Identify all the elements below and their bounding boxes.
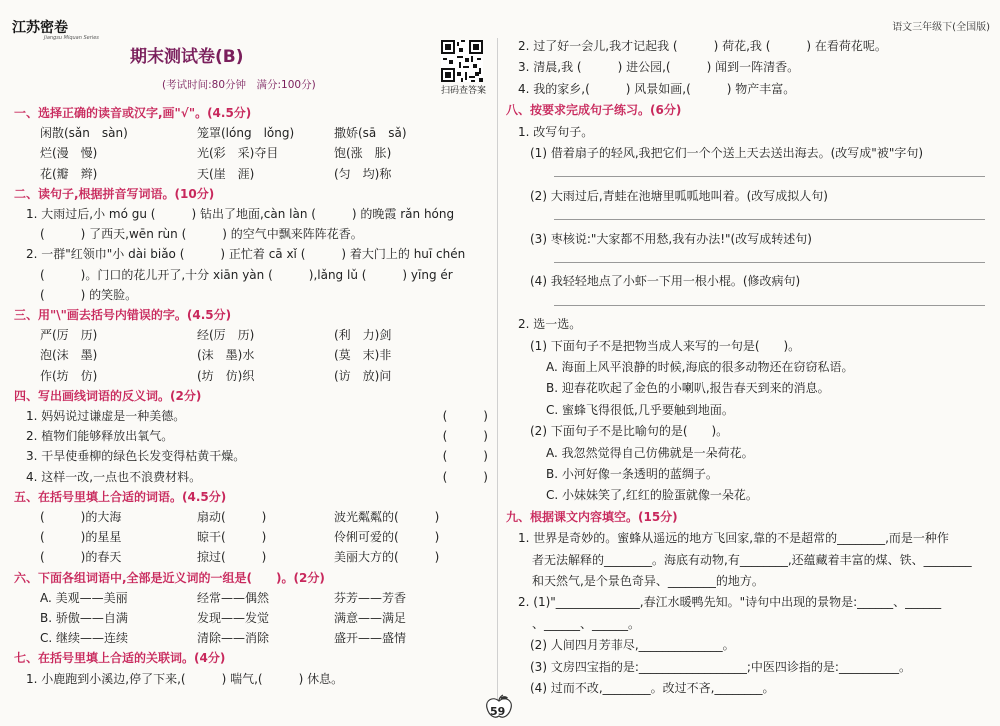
option-item: B. 迎春花吹起了金色的小喇叭,报告春天到来的消息。 — [546, 381, 830, 396]
grid-item: 饱(涨 胀) — [334, 146, 392, 161]
grid-item: (坊 仿)织 — [197, 368, 255, 383]
question-text: 2. 过了好一会儿,我才记起我 ( ) 荷花,我 ( ) 在看荷花呢。 — [518, 39, 887, 53]
answer-line[interactable] — [554, 176, 985, 177]
section-heading: 三、用"\"画去括号内错误的字。(4.5分) — [14, 308, 232, 322]
question-text: ( )。门口的花儿开了,十分 xiān yàn ( ),lǎng lǔ ( ) yīng ér — [40, 267, 453, 282]
answer-blank[interactable]: ( ) — [442, 429, 488, 444]
grid-item: 撒娇(sā sǎ) — [334, 126, 407, 141]
sub-question: (1) 借着扇子的轻风,我把它们一个个送上天去送出海去。(改写成"被"字句) — [530, 146, 924, 160]
grid-item: ( )的星星 — [40, 530, 122, 545]
question-text: 3. 清晨,我 ( ) 进公园,( ) 闻到一阵清香。 — [518, 60, 800, 75]
sub-question: (3) 文房四宝指的是:__________________;中医四诊指的是:__________。 — [530, 659, 911, 674]
grid-item: 花(瓣 辫) — [40, 166, 98, 181]
column-divider — [497, 38, 498, 700]
grid-item: (访 放)问 — [334, 368, 392, 383]
grid-item: 满意——满足 — [334, 611, 407, 625]
grid-item: 经常——偶然 — [197, 590, 270, 605]
question-text: 和天然气,是个景色奇异、________的地方。 — [532, 574, 764, 588]
grid-item: 闲散(sǎn sàn) — [40, 126, 128, 141]
question-text: 4. 这样一改,一点也不浪费材料。 — [26, 469, 202, 484]
qr-code-icon[interactable] — [441, 40, 483, 82]
question-text: 2. 选一选。 — [518, 317, 582, 332]
grid-item: 晾干( ) — [197, 530, 267, 545]
page-title: 期末测试卷(B) — [130, 47, 244, 67]
brand-subtitle: Jiangsu Miquan Series — [44, 35, 99, 41]
question-text: 3. 干旱使垂柳的绿色长发变得枯黄干燥。 — [26, 449, 246, 464]
section-heading: 七、在括号里填上合适的关联词。(4分) — [14, 651, 226, 666]
question-text: 者无法解释的________。海底有动物,有________,还蕴藏着丰富的煤、铁、________ — [532, 552, 972, 567]
option-item: C. 小妹妹笑了,红红的脸蛋就像一朵花。 — [546, 488, 758, 503]
section-heading: 一、选择正确的读音或汉字,画"√"。(4.5分) — [14, 106, 252, 120]
sub-question: (2) 人间四月芳菲尽,______________。 — [530, 638, 735, 653]
sub-question: (2) 下面句子不是比喻句的是( )。 — [530, 424, 729, 439]
question-text: ( ) 的笑脸。 — [40, 287, 138, 302]
grid-item: (匀 均)称 — [334, 166, 392, 181]
section-heading: 五、在括号里填上合适的词语。(4.5分) — [14, 489, 227, 504]
grid-item: 天(崖 涯) — [197, 166, 255, 181]
answer-line[interactable] — [554, 219, 985, 220]
section-heading: 九、根据课文内容填空。(15分) — [506, 509, 678, 524]
grid-item: (莫 末)非 — [334, 348, 392, 363]
sub-question: (1) 下面句子不是把物当成人来写的一句是( )。 — [530, 338, 801, 353]
grid-item: 经(厉 历) — [197, 328, 255, 343]
question-text: 1. 大雨过后,小 mó gu ( ) 钻出了地面,càn làn ( ) 的晚霞 rǎn hóng — [26, 207, 455, 221]
grid-item: 作(坊 仿) — [40, 368, 98, 383]
exam-info: (考试时间:80分钟 满分:100分) — [162, 79, 316, 91]
page-number: 59 — [490, 705, 506, 718]
question-text: 1. 小鹿跑到小溪边,停了下来,( ) 喘气,( ) 休息。 — [26, 671, 344, 686]
answer-blank[interactable]: ( ) — [442, 469, 488, 484]
grid-item: 烂(漫 慢) — [40, 146, 98, 161]
option-item: C. 蜜蜂飞得很低,几乎要触到地面。 — [546, 402, 734, 417]
section-heading: 六、下面各组词语中,全部是近义词的一组是( )。(2分) — [14, 570, 325, 585]
grid-item: (沫 墨)水 — [197, 348, 255, 363]
grid-item: 伶俐可爱的( ) — [334, 530, 440, 545]
question-text: 1. 妈妈说过谦虚是一种美德。 — [26, 409, 186, 423]
option-item: A. 海面上风平浪静的时候,海底的很多动物还在窃窃私语。 — [546, 360, 854, 374]
grid-item: 波光粼粼的( ) — [334, 510, 440, 524]
edition-label: 语文三年级下(全国版) — [892, 22, 990, 33]
grid-item: (利 力)剑 — [334, 328, 392, 343]
question-text: ( ) 了西天,wēn rùn ( ) 的空气中飘来阵阵花香。 — [40, 227, 363, 242]
grid-item: ( )的大海 — [40, 510, 122, 524]
grid-item: 光(彩 采)夺目 — [197, 146, 279, 161]
answer-blank[interactable]: ( ) — [442, 449, 488, 464]
grid-item: 美丽大方的( ) — [334, 550, 440, 565]
grid-item: 严(厉 历) — [40, 328, 98, 343]
grid-item: 掠过( ) — [197, 550, 267, 565]
grid-item: 芬芳——芳香 — [334, 590, 407, 605]
question-text: 2. 一群"红领巾"小 dài biǎo ( ) 正忙着 cā xǐ ( ) 着大门上的 huī chén — [26, 247, 466, 262]
grid-item: C. 继续——连续 — [40, 631, 129, 646]
grid-item: A. 美观——美丽 — [40, 590, 128, 605]
sub-question: (2) 大雨过后,青蛙在池塘里呱呱地叫着。(改写成拟人句) — [530, 188, 828, 203]
answer-line[interactable] — [554, 262, 985, 263]
grid-item: 扇动( ) — [197, 510, 267, 524]
section-heading: 八、按要求完成句子练习。(6分) — [506, 103, 682, 118]
question-text: 1. 世界是奇妙的。蜜蜂从遥远的地方飞回家,靠的不是超常的________,而是一种作 — [518, 531, 949, 546]
question-text: 2. 植物们能够释放出氧气。 — [26, 429, 174, 444]
section-heading: 四、写出画线词语的反义词。(2分) — [14, 388, 202, 403]
qr-caption: 扫码查答案 — [441, 86, 487, 96]
sub-question: (4) 我轻轻地点了小虾一下用一根小棍。(修改病句) — [530, 274, 801, 289]
answer-line[interactable] — [554, 305, 985, 306]
option-item: A. 我忽然觉得自己仿佛就是一朵荷花。 — [546, 445, 754, 460]
grid-item: 盛开——盛情 — [334, 631, 407, 646]
question-text: 、______、______。 — [532, 616, 641, 631]
grid-item: 清除——消除 — [197, 631, 270, 646]
grid-item: 笼罩(lóng lǒng) — [197, 126, 295, 141]
brand-logo: 江苏密卷 — [12, 20, 68, 36]
grid-item: 发现——发觉 — [197, 611, 270, 625]
section-heading: 二、读句子,根据拼音写词语。(10分) — [14, 186, 215, 201]
grid-item: 泡(沫 墨) — [40, 348, 98, 363]
question-text: 1. 改写句子。 — [518, 124, 594, 139]
sub-question: (4) 过而不改,________。改过不吝,________。 — [530, 681, 775, 695]
grid-item: B. 骄傲——自满 — [40, 611, 128, 625]
question-text: 2. (1)"______________,春江水暖鸭先知。"诗句中出现的景物是:______、______ — [518, 595, 942, 610]
sub-question: (3) 枣核说:"大家都不用愁,我有办法!"(改写成转述句) — [530, 231, 812, 246]
question-text: 4. 我的家乡,( ) 风景如画,( ) 物产丰富。 — [518, 81, 796, 96]
grid-item: ( )的春天 — [40, 550, 122, 565]
answer-blank[interactable]: ( ) — [442, 409, 488, 423]
option-item: B. 小河好像一条透明的蓝绸子。 — [546, 467, 718, 481]
